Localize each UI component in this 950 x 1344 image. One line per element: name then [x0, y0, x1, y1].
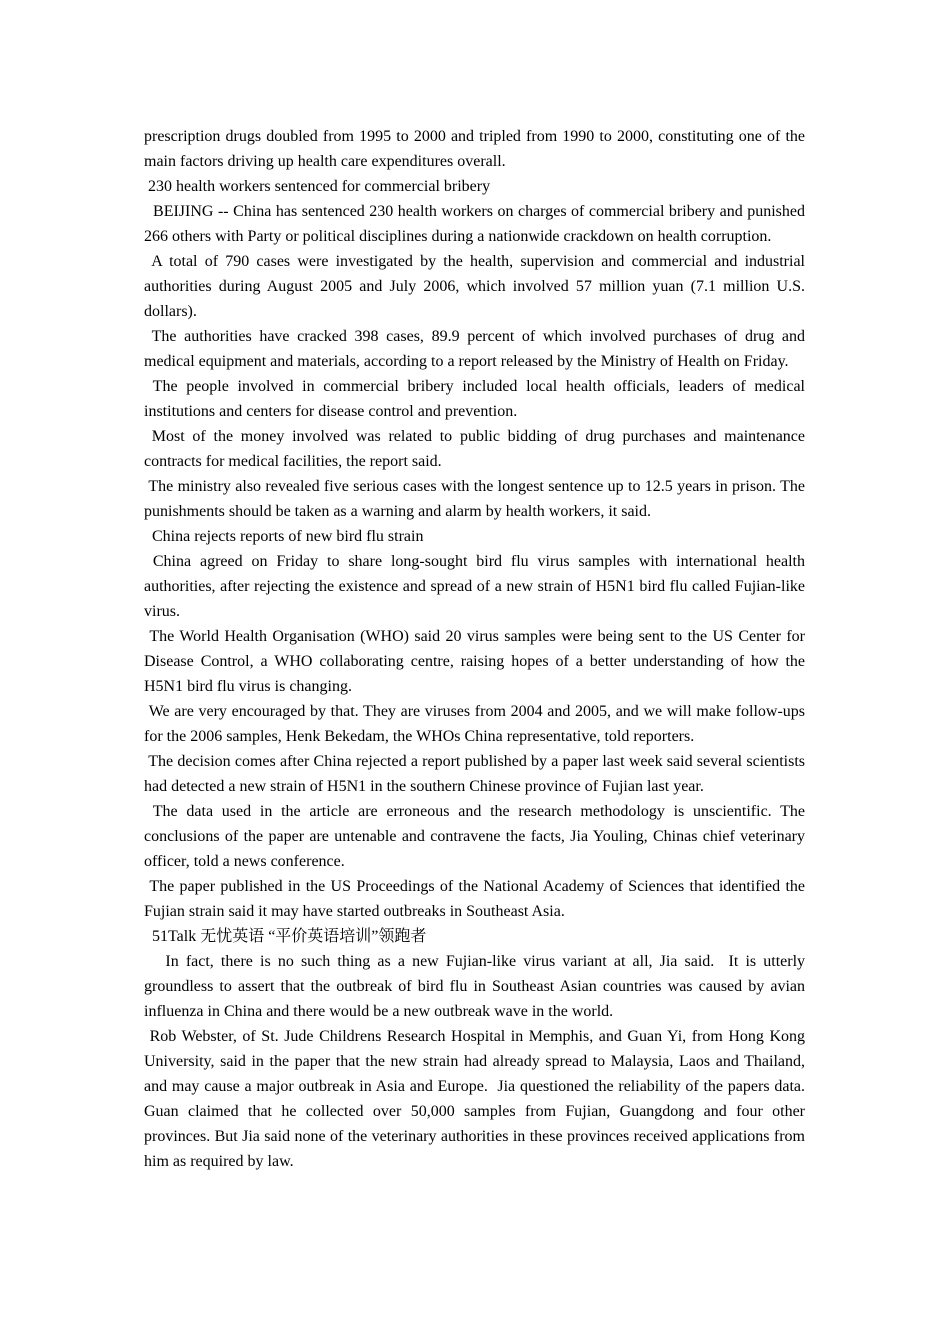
paragraph-paper-published: The paper published in the US Proceedings of the National Academy of Sciences that identified the Fujian strain said it may have started outbreaks in Southeast Asia. — [144, 878, 809, 920]
headline-bird-flu: China rejects reports of new bird flu strain — [144, 528, 424, 545]
paragraph-no-variant: In fact, there is no such thing as a new Fujian-like virus variant at all, Jia said. It is utterly groundless to assert that the outbreak of bird flu in Southeast Asian countries was caused by avian influenza in China and there would be a new outbreak wave in the world. — [144, 953, 810, 1020]
headline-bribery: 230 health workers sentenced for commercial bribery — [144, 178, 491, 195]
paragraph-serious-cases: The ministry also revealed five serious cases with the longest sentence up to 12.5 years in prison. The punishments should be taken as a warning and alarm by health workers, it said. — [144, 478, 809, 520]
article-body — [144, 124, 810, 1174]
paragraph-encouraged: We are very encouraged by that. They are viruses from 2004 and 2005, and we will make follow-ups for the 2006 samples, Henk Bekedam, the WHOs China representative, told reporters. — [144, 703, 810, 745]
paragraph-money-involved: Most of the money involved was related to public bidding of drug purchases and maintenance contracts for medical facilities, the report said. — [144, 428, 810, 470]
paragraph-beijing-sentenced: BEIJING -- China has sentenced 230 health workers on charges of commercial bribery and punished 266 others with Party or political disciplines during a nationwide crackdown on health corruption. — [144, 203, 810, 245]
paragraph-drug-costs: prescription drugs doubled from 1995 to 2000 and tripled from 1990 to 2000, constituting one of the main factors driving up health care expenditures overall. — [144, 128, 809, 170]
paragraph-decision: The decision comes after China rejected a report published by a paper last week said several scientists had detected a new strain of H5N1 in the southern Chinese province of Fujian last year. — [144, 753, 810, 795]
paragraph-cases-cracked: The authorities have cracked 398 cases, 89.9 percent of which involved purchases of drug and medical equipment and materials, according to a report released by the Ministry of Health on Friday. — [144, 328, 810, 370]
paragraph-share-samples: China agreed on Friday to share long-sought bird flu virus samples with international health authorities, after rejecting the existence and spread of a new strain of H5N1 bird flu called Fujian-like virus. — [144, 553, 810, 620]
paragraph-people-involved: The people involved in commercial bribery included local health officials, leaders of medical institutions and centers for disease control and prevention. — [144, 378, 810, 420]
ad-line: 51Talk 无忧英语 “平价英语培训”领跑者 — [144, 928, 427, 945]
paragraph-webster-guan: Rob Webster, of St. Jude Childrens Research Hospital in Memphis, and Guan Yi, from Hong Kong University, said in the paper that the new strain had already spread to Malaysia, Laos and Thailand, and may cause a major outbreak in Asia and Europe. Jia questioned the reliability of the papers data. Guan claimed that he collected over 50,000 samples from Fujian, Guangdong and four other provinces. But Jia said none of the veterinary authorities in these provinces received applications from him as required by law. — [144, 1028, 810, 1170]
paragraph-data-erroneous: The data used in the article are erroneous and the research methodology is unscientific. The conclusions of the paper are untenable and contravene the facts, Jia Youling, Chinas chief veterinary officer, told a news conference. — [144, 803, 810, 870]
paragraph-who-samples: The World Health Organisation (WHO) said 20 virus samples were being sent to the US Center for Disease Control, a WHO collaborating centre, raising hopes of a better understanding of how the H5N1 bird flu virus is changing. — [144, 628, 810, 695]
paragraph-cases-investigated: A total of 790 cases were investigated by the health, supervision and commercial and industrial authorities during August 2005 and July 2006, which involved 57 million yuan (7.1 million U.S. dollars). — [144, 253, 810, 320]
